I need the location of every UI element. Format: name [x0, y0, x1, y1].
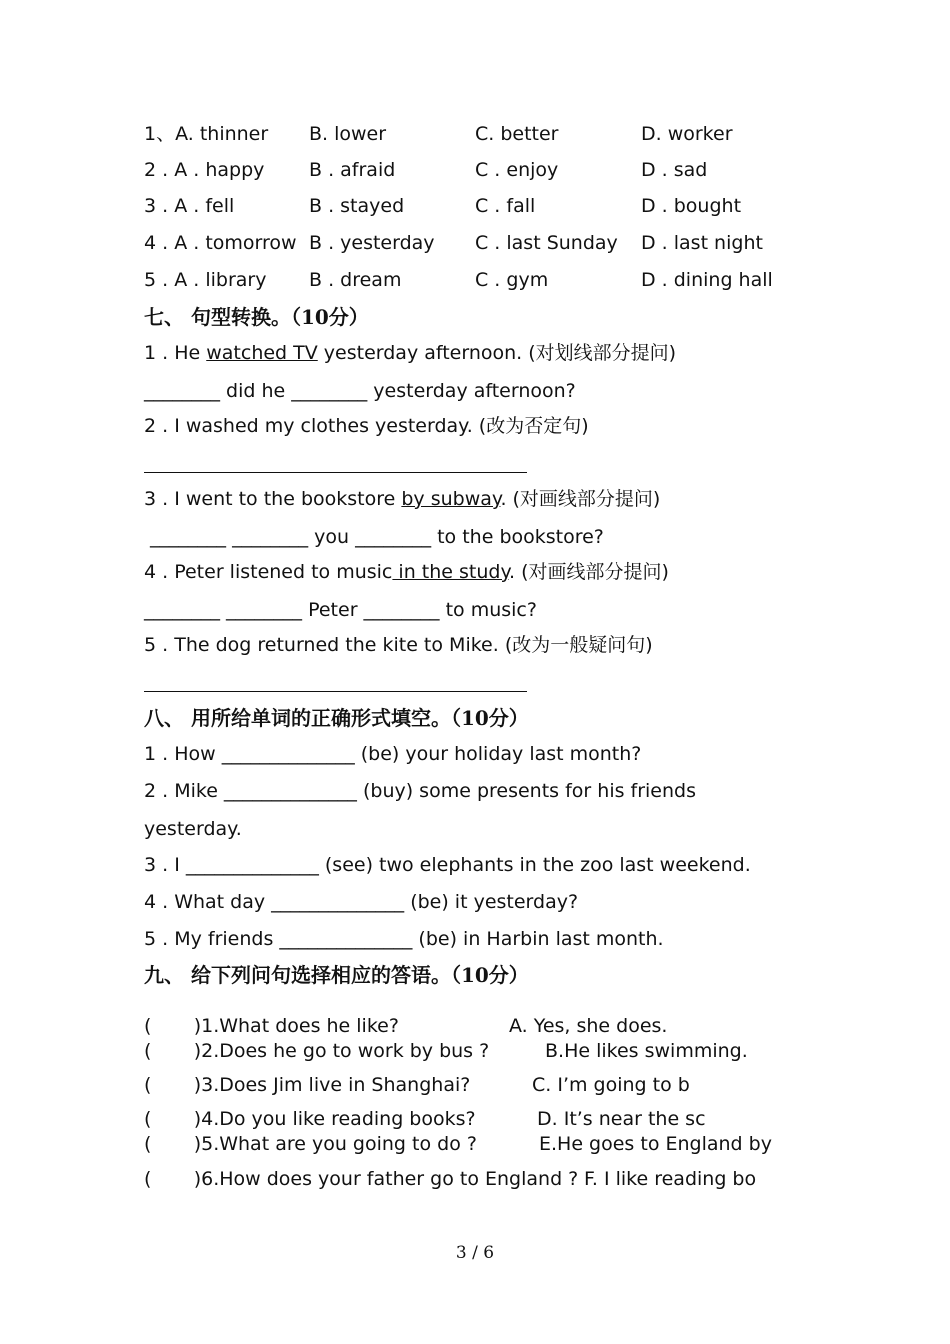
- s7-q3-text-before: 3 . I went to the bookstore: [144, 488, 402, 510]
- s7-answer-3: ________ ________ you ________ to the bookstore?: [144, 526, 604, 548]
- option-row-1-b: B. lower: [309, 123, 387, 145]
- s9-answer-b: B.He likes swimming.: [545, 1040, 748, 1062]
- s8-question-2-cont: yesterday.: [144, 818, 242, 840]
- option-row-1-c: C. better: [475, 123, 559, 145]
- option-row-4-number: 4 . A . tomorrow: [144, 232, 297, 254]
- section-8-heading: 八、 用所给单词的正确形式填空。（10分）: [144, 706, 529, 730]
- s8-question-5: 5 . My friends ______________ (be) in Harbin last month.: [144, 928, 664, 950]
- s9-answer-c: C. I’m going to b: [532, 1074, 690, 1096]
- s7-question-5: 5 . The dog returned the kite to Mike. (改为一般疑问句): [144, 634, 653, 656]
- option-row-2-b: B . afraid: [309, 159, 396, 181]
- option-row-3-d: D . bought: [641, 195, 742, 217]
- s7-q4-text-after: . (对画线部分提问): [509, 561, 669, 583]
- s7-q3-underlined: by subway: [401, 488, 501, 510]
- option-row-5-number: 5 . A . library: [144, 269, 267, 291]
- s7-q1-underlined: watched TV: [206, 342, 318, 364]
- option-row-4-d: D . last night: [641, 232, 763, 254]
- s7-q1-text-after: yesterday afternoon. (对划线部分提问): [317, 342, 677, 364]
- s7-answer-2-line: [144, 472, 527, 473]
- option-row-3-b: B . stayed: [309, 195, 405, 217]
- page-number: 3 / 6: [455, 1243, 495, 1263]
- s8-question-3: 3 . I ______________ (see) two elephants in the zoo last weekend.: [144, 854, 751, 876]
- s7-q4-text-before: 4 . Peter listened to music: [144, 561, 393, 583]
- option-row-5-b: B . dream: [309, 269, 402, 291]
- s7-question-1: [144, 341, 676, 365]
- s9-question-1: ( )1.What does he like?: [144, 1015, 399, 1037]
- s8-question-2: 2 . Mike ______________ (buy) some presents for his friends: [144, 780, 697, 802]
- option-row-3-number: 3 . A . fell: [144, 195, 235, 217]
- s8-question-1: 1 . How ______________ (be) your holiday last month?: [144, 743, 642, 765]
- s7-q4-underlined: in the study: [392, 561, 509, 583]
- s9-question-2: ( )2.Does he go to work by bus ?: [144, 1040, 490, 1062]
- option-row-2-d: D . sad: [641, 159, 708, 181]
- s9-answer-a: A. Yes, she does.: [509, 1015, 668, 1037]
- section-7-heading: 七、 句型转换。（10分）: [144, 305, 369, 329]
- s7-question-4: [144, 560, 669, 584]
- option-row-3-c: C . fall: [475, 195, 536, 217]
- option-row-1-d: D. worker: [641, 123, 733, 145]
- s7-question-3: [144, 487, 660, 511]
- option-row-5-d: D . dining hall: [641, 269, 773, 291]
- s9-question-4: ( )4.Do you like reading books?: [144, 1108, 476, 1130]
- s7-question-2: 2 . I washed my clothes yesterday. (改为否定句): [144, 415, 589, 437]
- s9-answer-f: F. I like reading bo: [584, 1168, 757, 1190]
- section-9-heading: 九、 给下列问句选择相应的答语。（10分）: [144, 963, 529, 987]
- s9-question-6: ( )6.How does your father go to England ?: [144, 1168, 579, 1190]
- option-row-4-b: B . yesterday: [309, 232, 435, 254]
- s9-question-3: ( )3.Does Jim live in Shanghai?: [144, 1074, 471, 1096]
- s9-answer-e: E.He goes to England by: [539, 1133, 772, 1155]
- s8-question-4: 4 . What day ______________ (be) it yesterday?: [144, 891, 579, 913]
- s7-answer-5-line: [144, 691, 527, 692]
- s7-q1-text-before: 1 . He: [144, 342, 207, 364]
- option-row-4-c: C . last Sunday: [475, 232, 618, 254]
- option-row-2-number: 2 . A . happy: [144, 159, 265, 181]
- s7-q3-text-after: . (对画线部分提问): [500, 488, 661, 510]
- s7-answer-4: ________ ________ Peter ________ to music?: [144, 599, 537, 621]
- s7-answer-1: ________ did he ________ yesterday afternoon?: [144, 380, 576, 402]
- s9-question-5: ( )5.What are you going to do ?: [144, 1133, 477, 1155]
- s9-answer-d: D. It’s near the sc: [537, 1108, 706, 1130]
- option-row-2-c: C . enjoy: [475, 159, 559, 181]
- option-row-5-c: C . gym: [475, 269, 549, 291]
- option-row-1-number: 1、A. thinner: [144, 123, 269, 145]
